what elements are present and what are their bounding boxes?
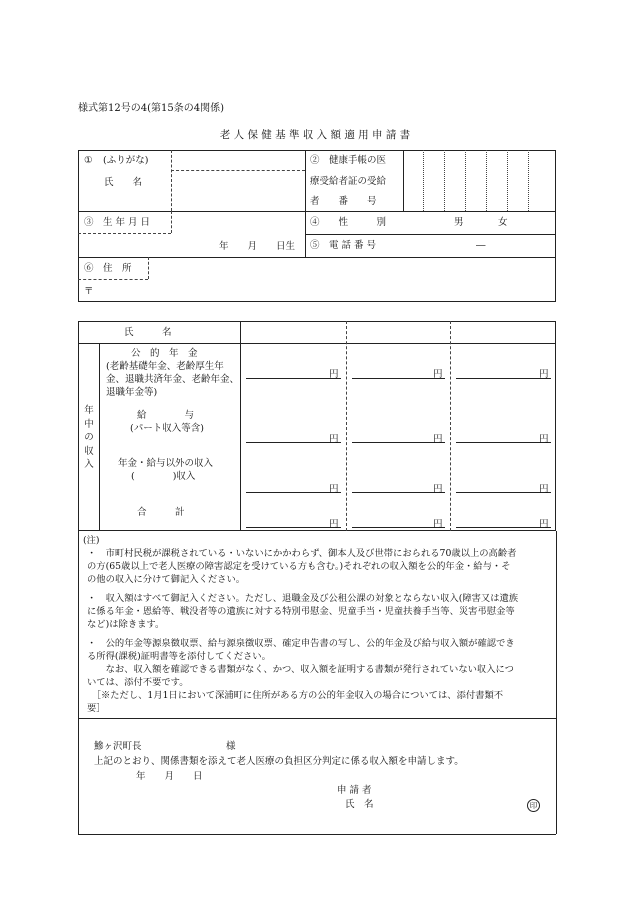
salary-yen-1: 円 xyxy=(329,434,339,445)
honorific: 様 xyxy=(226,741,236,752)
note3-line1: ・ 公的年金等源泉徴収票、給与源泉徴収票、確定申告書の写し、公的年金及び給与収入額が確認でき xyxy=(87,638,515,649)
gender-label: ④ 性 別 xyxy=(310,217,387,228)
note1-line3: の他の収入に分けて御記入ください。 xyxy=(87,574,246,585)
notes-heading: (注) xyxy=(83,535,100,546)
note3-line2: る所得(課税)証明書等を添付してください。 xyxy=(87,651,271,662)
pension-yen-3: 円 xyxy=(539,369,549,380)
health-book-label-3: 者 番 号 xyxy=(310,196,377,207)
note3-line6: 要］ xyxy=(87,703,106,714)
health-book-label-1: ② 健康手帳の医 xyxy=(310,155,387,166)
other-yen-1: 円 xyxy=(329,484,339,495)
seal-mark: 印 xyxy=(527,799,540,812)
postal-mark: 〒 xyxy=(84,286,94,297)
pension-desc-3: 退職年金等) xyxy=(106,387,158,398)
birthdate-label: ③ 生 年 月 日 xyxy=(84,217,151,228)
salary-title: 給 与 xyxy=(137,410,195,421)
gender-male[interactable]: 男 xyxy=(454,217,464,228)
note2-line2: に係る年金・恩給等、戦没者等の遺族に対する特別弔慰金、児童手当・児童扶養手当等、災害弔慰金等 xyxy=(87,606,515,617)
row1-number: ① xyxy=(84,155,93,166)
salary-yen-2: 円 xyxy=(433,434,443,445)
health-book-label-2: 療受給者証の受給 xyxy=(310,176,387,187)
total-yen-2: 円 xyxy=(433,519,443,530)
application-date: 年 月 日 xyxy=(136,771,203,782)
document-title: 老 人 保 健 基 準 収 入 額 適 用 申 請 書 xyxy=(219,129,411,141)
application-statement: 上記のとおり、関係書類を添えて老人医療の負担区分判定に係る収入額を申請します。 xyxy=(94,756,464,767)
salary-desc: (パート収入等含) xyxy=(130,423,204,434)
other-income-desc: ( )収入 xyxy=(131,471,196,482)
addressee: 鰺ヶ沢町長 xyxy=(94,741,142,752)
applicant-name-label: 氏 名 xyxy=(345,799,374,810)
other-yen-3: 円 xyxy=(539,484,549,495)
note2-line3: など)は除きます。 xyxy=(87,619,165,630)
total-title: 合 計 xyxy=(137,507,185,518)
note1-line1: ・ 市町村民税が課税されている・いないにかかわらず、御本人及び世帯におられる70歳以上の高齢者 xyxy=(87,548,517,559)
phone-separator: ― xyxy=(476,240,486,251)
name-label: 氏 名 xyxy=(104,177,143,188)
other-yen-2: 円 xyxy=(433,484,443,495)
pension-yen-1: 円 xyxy=(329,369,339,380)
note3-line3: なお、収入額を確認できる書類がなく、かつ、収入額を証明する書類が発行されていない収入につ xyxy=(87,664,514,675)
address-label: ⑥ 住 所 xyxy=(84,263,132,274)
other-income-title: 年金・給与以外の収入 xyxy=(118,458,214,469)
total-yen-3: 円 xyxy=(539,519,549,530)
pension-desc-1: (老齢基礎年金、老齢厚生年 xyxy=(106,361,224,372)
annual-income-vertical-label: 年中の収入 xyxy=(84,405,94,471)
note2-line1: ・ 収入額はすべて御記入ください。ただし、退職金及び公租公課の対象とならない収入(障害又は遺族 xyxy=(87,593,519,604)
note1-line2: の方(65歳以上で老人医療の障害認定を受けている方も含む。)それぞれの収入額を公的年金・給与・そ xyxy=(87,561,511,572)
pension-title: 公 的 年 金 xyxy=(131,348,198,359)
form-number: 様式第12号の4(第15条の4関係) xyxy=(78,103,224,114)
pension-desc-2: 金、退職共済年金、老齢年金、 xyxy=(106,374,240,385)
phone-label: ⑤ 電 話 番 号 xyxy=(310,240,377,251)
salary-yen-3: 円 xyxy=(539,434,549,445)
birthdate-format: 年 月 日生 xyxy=(219,241,296,252)
total-yen-1: 円 xyxy=(329,519,339,530)
income-name-header: 氏 名 xyxy=(124,327,172,338)
note3-line4: いては、添付不要です。 xyxy=(87,677,189,688)
gender-female[interactable]: 女 xyxy=(498,217,508,228)
furigana-label: (ふりがな) xyxy=(103,155,149,166)
pension-yen-2: 円 xyxy=(433,369,443,380)
applicant-label: 申 請 者 xyxy=(337,785,372,796)
note3-line5: ［※ただし、1月1日において深浦町に住所がある方の公的年金収入の場合については、添付書類不 xyxy=(87,690,504,701)
